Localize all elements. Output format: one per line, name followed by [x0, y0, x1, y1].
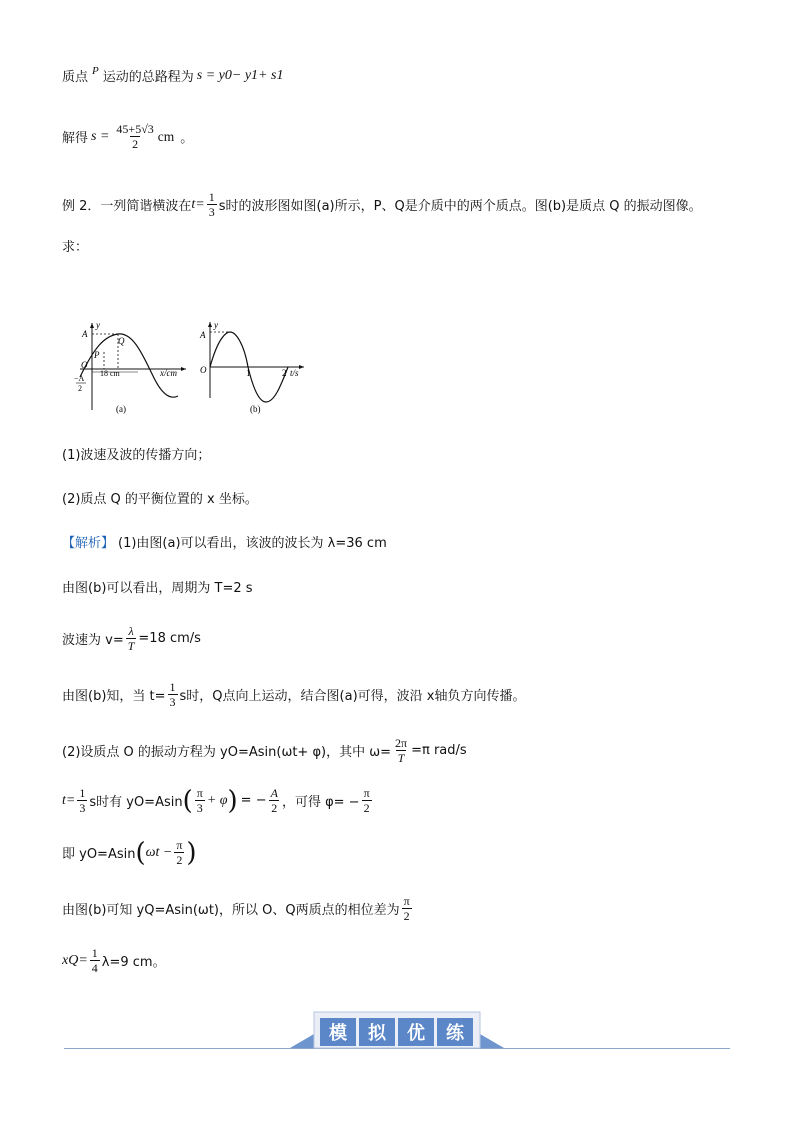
fraction: $\frac{\pi}{2}$ [403, 894, 410, 923]
label-t-axis: t/s [290, 368, 299, 378]
fraction: $\frac{45+5√3}{2}$ [116, 122, 154, 151]
text: 即 yO=Asin [62, 847, 136, 862]
fraction: $\frac{\pi}{2}$ [176, 838, 183, 867]
paren-open: ( [182, 785, 193, 816]
banner-char-3: 优 [407, 1023, 425, 1044]
text: (1)由图(a)可以看出，该波的波长为 λ=36 cm [118, 536, 387, 551]
solve-line [62, 122, 193, 151]
sub: 1 [276, 67, 284, 83]
t: t= [62, 792, 76, 808]
label-x-axis: x/cm [160, 368, 177, 378]
total-path-line [62, 66, 283, 85]
tick-1: 1 [246, 368, 251, 378]
text: ωt − [145, 844, 173, 860]
tick-2: 2 [282, 368, 287, 378]
label-o: O [200, 365, 207, 375]
section-banner [290, 1008, 504, 1054]
text: =π rad/s [411, 743, 467, 758]
eq: s = y [196, 67, 225, 83]
text: (2)设质点 O 的振动方程为 yO=Asin(ωt+ φ)，其中 ω= [62, 745, 392, 760]
analysis-tag: 【解析】 [62, 536, 115, 551]
label-a: A [200, 330, 206, 340]
answer-7 [62, 838, 197, 867]
answer-4 [62, 680, 525, 709]
fraction: $\frac{1}{4}$ [91, 946, 98, 975]
label-o: O [81, 360, 88, 370]
fraction: $\frac{A}{2}$ [270, 786, 278, 815]
banner-char-4: 练 [446, 1023, 464, 1044]
label-p: P [94, 350, 100, 360]
label-neg-a: −A [74, 374, 85, 383]
text: =18 cm/s [138, 631, 201, 646]
text: 解得 [62, 131, 89, 146]
label-a: A [82, 329, 88, 339]
figure-b [196, 318, 312, 418]
example-2 [62, 190, 702, 219]
question-1: (1)波速及波的传播方向； [62, 448, 211, 463]
answer-8 [62, 894, 414, 923]
text: 例 2．一列简谐横波在 [62, 199, 192, 214]
text: s时，Q点向上运动，结合图(a)可得，波沿 x轴负方向传播。 [179, 689, 526, 704]
fraction: $\frac{1}{3}$ [208, 190, 215, 219]
text: 由图(b)知，当 t= [62, 689, 166, 704]
banner-char-2: 拟 [368, 1023, 386, 1044]
question-2: (2)质点 Q 的平衡位置的 x 坐标。 [62, 492, 258, 507]
answer-2: 由图(b)可以看出，周期为 T=2 s [62, 581, 253, 596]
text: s时有 yO=Asin [89, 795, 183, 810]
unit: cm [157, 128, 175, 144]
fraction: $\frac{1}{3}$ [79, 786, 86, 815]
fraction: $\frac{\lambda}{T}$ [127, 624, 135, 653]
label-18cm: 18 cm [100, 369, 120, 378]
answer-6 [62, 786, 374, 815]
text: s时的波形图如图(a)所示，P、Q是介质中的两个质点。图(b)是质点 Q 的振动图像。 [218, 199, 702, 214]
paren-close: ) [227, 785, 238, 816]
sub: 1 [251, 67, 259, 83]
caption-a: (a) [116, 404, 126, 414]
period: 。 [180, 131, 194, 146]
text: 由图(b)可知 yQ=Asin(ωt)，所以 O、Q两质点的相位差为 [62, 903, 400, 918]
caption-b: (b) [250, 404, 261, 414]
banner-char-1: 模 [329, 1023, 347, 1044]
answer-5 [62, 736, 467, 765]
fraction: $\frac{\pi}{3}$ [196, 786, 203, 815]
lhs: s = [91, 128, 110, 144]
paren-open: ( [135, 837, 146, 868]
text: + φ [206, 792, 228, 808]
var-p: P [92, 64, 99, 77]
label-q: Q [118, 336, 125, 346]
fraction: $\frac{2\pi}{T}$ [395, 736, 408, 765]
text: xQ= [62, 952, 88, 968]
fraction: $\frac{\pi}{2}$ [363, 786, 370, 815]
t: t= [191, 196, 205, 212]
paren-close: ) [186, 837, 197, 868]
text: ，可得 φ= − [281, 795, 360, 810]
text: 质点 [62, 70, 89, 85]
label-y: y [214, 320, 218, 330]
answer-3 [62, 624, 201, 653]
figure-a [74, 318, 194, 418]
label-y: y [96, 320, 100, 330]
eq: − y [231, 67, 252, 83]
text: 波速为 v= [62, 633, 124, 648]
text: 运动的总路程为 [102, 70, 194, 85]
text: = − [240, 793, 267, 808]
example-2-qiu: 求： [62, 240, 89, 255]
fraction: $\frac{1}{3}$ [169, 680, 176, 709]
text: λ=9 cm。 [101, 955, 166, 970]
answer-9 [62, 946, 166, 975]
answer-1 [62, 532, 387, 551]
label-two: 2 [78, 384, 82, 393]
eq: + s [258, 67, 277, 83]
sub: 0 [224, 67, 232, 83]
